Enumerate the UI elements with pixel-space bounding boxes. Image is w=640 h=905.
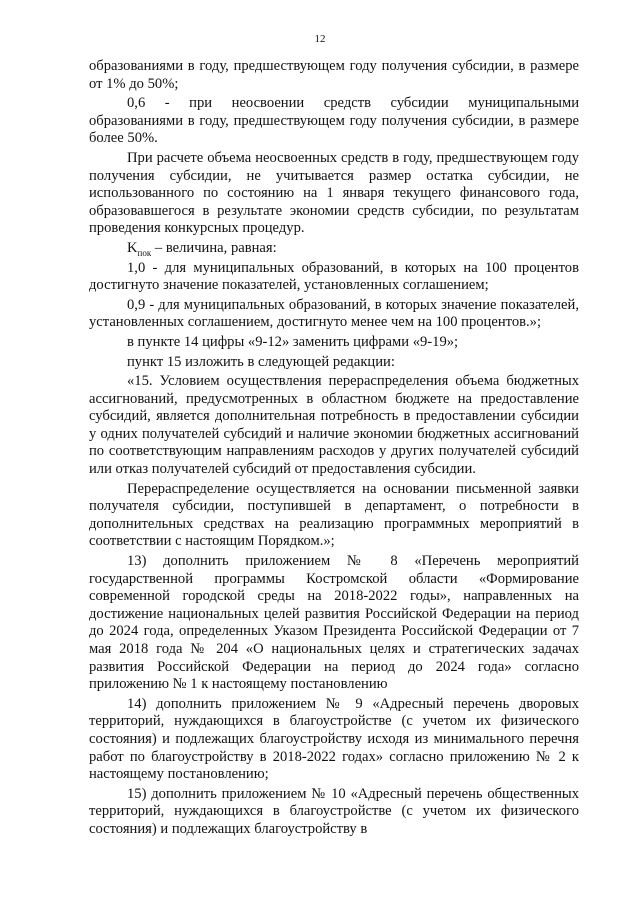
paragraph-coefficient-0-9: 0,9 - для муниципальных образований, в которых значение показателей, установленных соглашением, достигнуто менее чем на 100 процентов.»; [89, 296, 579, 331]
page-number: 12 [314, 33, 326, 45]
paragraph-amendment-15: 15) дополнить приложением № 10 «Адресный перечень общественных территорий, нуждающихся в благоустройстве (с учетом их физического состояния) и подлежащих благоустройству в [89, 785, 579, 837]
paragraph-amendment-14: 14) дополнить приложением № 9 «Адресный перечень дворовых территорий, нуждающихся в благоустройстве (с учетом их физического состояния) и подлежащих благоустройству исходя из минимального перечня работ по благоустройству в 2018-2022 годах» согласно приложению № 2 к настоящему постановлению; [89, 695, 579, 783]
paragraph-item-15-intro: пункт 15 изложить в следующей редакции: [127, 353, 395, 370]
paragraph-redistribution: Перераспределение осуществляется на основании письменной заявки получателя субсидии, поступившей в департамент, о потребности в дополнительных средствах на реализацию программных мероприятий в соответствии с настоящим Порядком.»; [89, 480, 579, 550]
paragraph-coefficient-0-6: 0,6 - при неосвоении средств субсидии муниципальными образованиями в году, предшествующем году получения субсидии, в размере более 50%. [89, 95, 579, 147]
paragraph-k-definition [89, 240, 579, 258]
k-symbol: K [127, 239, 138, 256]
k-definition-text: – величина, равная: [151, 239, 277, 256]
document-body [89, 58, 579, 841]
paragraph-calculation-note: При расчете объема неосвоенных средств в году, предшествующем году получения субсидии, не учитывается размер остатка субсидии, не использованного по состоянию на 1 января текущего финансового года, образовавшегося в результате экономии средств субсидии, по результатам проведения конкурсных процедур. [89, 149, 579, 237]
paragraph-coefficient-1-0: 1,0 - для муниципальных образований, в которых на 100 процентов достигнуто значение показателей, установленных соглашением; [89, 259, 579, 294]
paragraph-item-15-text: «15. Условием осуществления перераспределения объема бюджетных ассигнований, предусмотренных в областном бюджете на предоставление субсидий, является дополнительная потребность в предоставлении субсидии у одних получателей субсидий и наличие экономии бюджетных ассигнований по соответствующим направлениям расходов у других получателей субсидий или отказ получателей субсидий от предоставления субсидии. [89, 373, 579, 478]
paragraph-continuation: образованиями в году, предшествующем году получения субсидии, в размере от 1% до 50%; [89, 58, 579, 92]
k-subscript: пок [137, 247, 152, 258]
paragraph-amendment-13: 13) дополнить приложением № 8 «Перечень мероприятий государственной программы Костромской области «Формирование современной городской среды на 2018-2022 годы», направленных на достижение национальных целей развития Российской Федерации на период до 2024 года, определенных Указом Президента Российской Федерации от 7 мая 2018 года № 204 «О национальных целях и стратегических задачах развития Российской Федерации на период до 2024 года» согласно приложению № 1 к настоящему постановлению [89, 553, 579, 693]
paragraph-item-14: в пункте 14 цифры «9-12» заменить цифрами «9-19»; [127, 333, 459, 350]
